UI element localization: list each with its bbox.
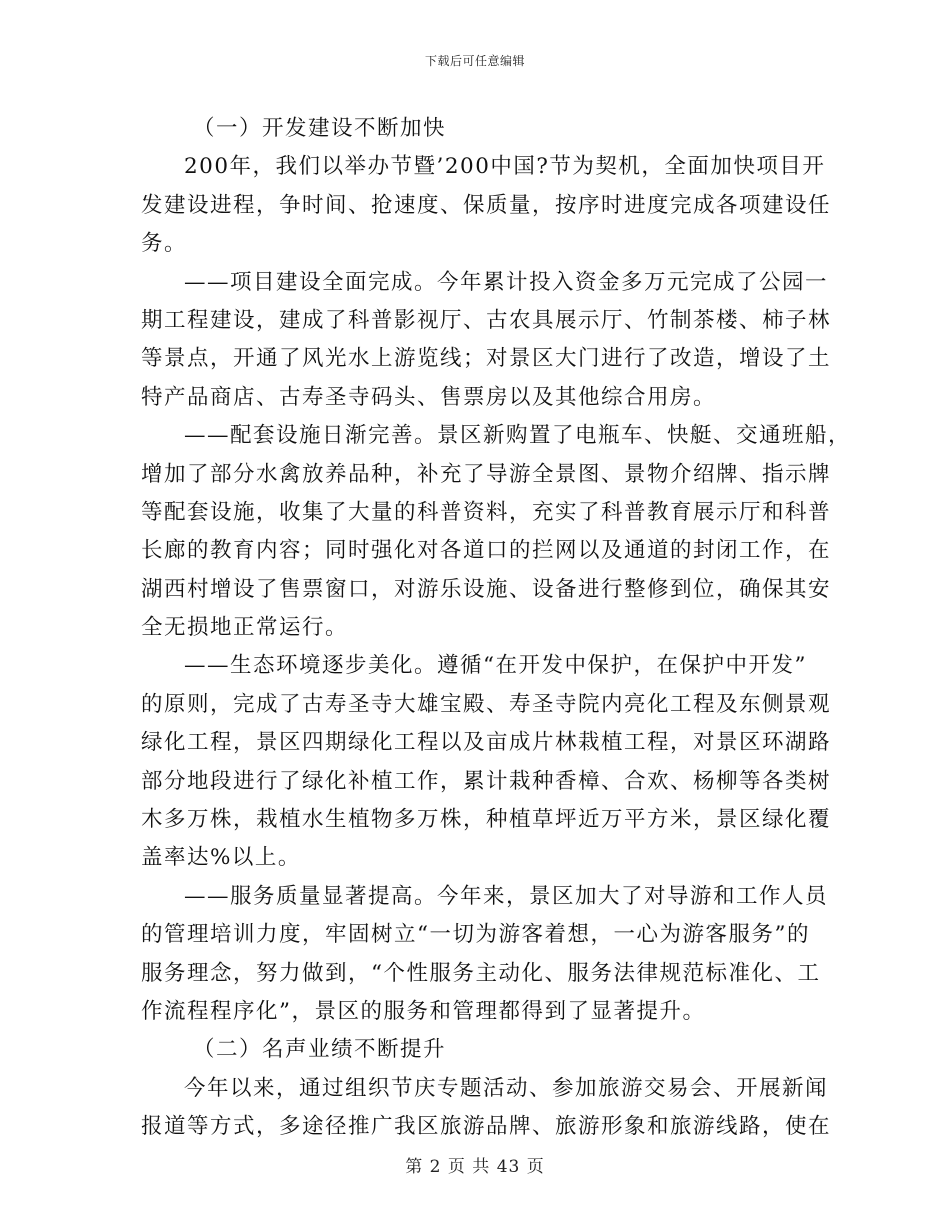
paragraph-line: ——项目建设全面完成。今年累计投入资金多万元完成了公园一 [184, 269, 829, 295]
document-body [141, 110, 852, 1147]
paragraph-line: 长廊的教育内容；同时强化对各道口的拦网以及通道的封闭工作，在 [141, 538, 832, 564]
paragraph-line: 作流程程序化”，景区的服务和管理都得到了显著提升。 [141, 998, 706, 1024]
page-header: 下载后可任意编辑 [424, 54, 525, 68]
paragraph-line: 增加了部分水禽放养品种，补充了导游全景图、景物介绍牌、指示牌 [141, 461, 832, 487]
paragraph-line: 的管理培训力度，牢固树立“一切为游客着想，一心为游客服务”的 [141, 922, 810, 948]
paragraph-line: 绿化工程，景区四期绿化工程以及亩成片林栽植工程，对景区环湖路 [141, 730, 832, 756]
paragraph-line: ——生态环境逐步美化。遵循“在开发中保护，在保护中开发” [184, 653, 807, 679]
paragraph-line: 木多万株，栽植水生植物多万株，种植草坪近万平方米，景区绿化覆 [141, 807, 832, 833]
paragraph-line: 发建设进程，争时间、抢速度、保质量，按序时进度完成各项建设任 [141, 192, 832, 218]
paragraph-line: 服务理念，努力做到，“个性服务主动化、服务法律规范标准化、工 [141, 960, 821, 986]
paragraph-line: 200年，我们以举办节暨’200中国?节为契机，全面加快项目开 [184, 154, 826, 180]
paragraph-line: 今年以来，通过组织节庆专题活动、参加旅游交易会、开展新闻 [184, 1075, 829, 1101]
paragraph-line: 全无损地正常运行。 [141, 615, 349, 641]
paragraph-line: 特产品商店、古寿圣寺码头、售票房以及其他综合用房。 [141, 384, 717, 410]
paragraph-line: 等配套设施，收集了大量的科普资料，充实了科普教育展示厅和科普 [141, 499, 832, 525]
paragraph-line: 期工程建设，建成了科普影视厅、古农具展示厅、竹制茶楼、柿子林 [141, 307, 832, 333]
page-footer: 第 2 页 共 43 页 [405, 1157, 545, 1177]
section-heading: （二）名声业绩不断提升 [193, 1037, 447, 1063]
paragraph-line: 盖率达%以上。 [141, 845, 301, 871]
paragraph-line: 务。 [141, 231, 188, 257]
section-heading: （一）开发建设不断加快 [193, 116, 447, 141]
paragraph-line: 的原则，完成了古寿圣寺大雄宝殿、寿圣寺院内亮化工程及东侧景观 [141, 691, 832, 717]
paragraph-line: 报道等方式，多途径推广我区旅游品牌、旅游形象和旅游线路，使在 [141, 1114, 832, 1140]
paragraph-line: 等景点，开通了风光水上游览线；对景区大门进行了改造，增设了土 [141, 346, 832, 372]
paragraph-line: ——配套设施日渐完善。景区新购置了电瓶车、快艇、交通班船， [184, 423, 852, 449]
paragraph-line: ——服务质量显著提高。今年来，景区加大了对导游和工作人员 [184, 883, 829, 909]
paragraph-line: 湖西村增设了售票窗口，对游乐设施、设备进行整修到位，确保其安 [141, 576, 832, 602]
paragraph-line: 部分地段进行了绿化补植工作，累计栽种香樟、合欢、杨柳等各类树 [141, 768, 832, 794]
